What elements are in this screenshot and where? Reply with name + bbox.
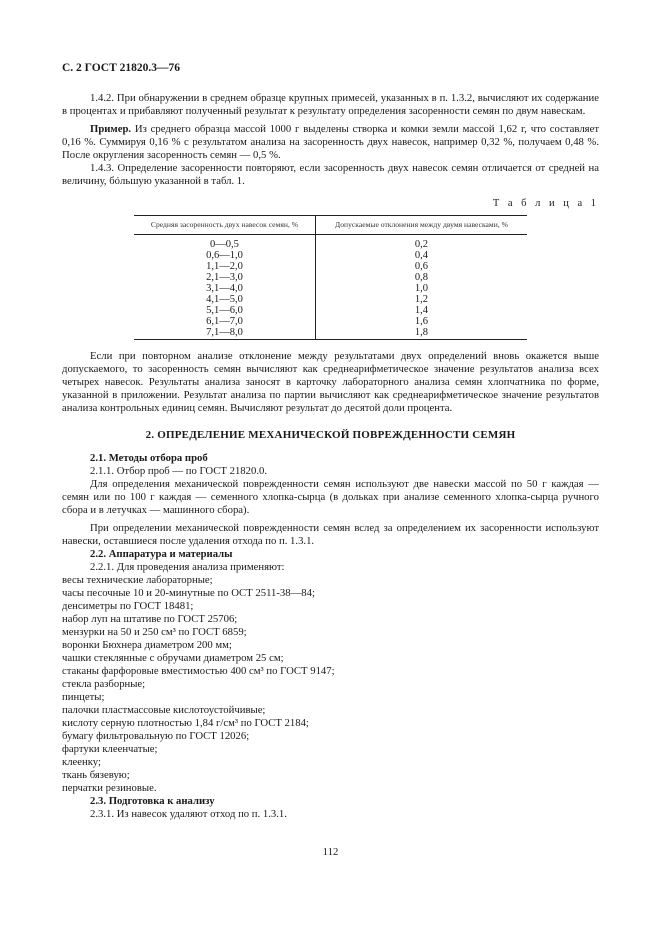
deviation-table xyxy=(134,215,527,340)
table-row xyxy=(134,250,527,261)
list-item: бумагу фильтровальную по ГОСТ 12026; xyxy=(62,730,250,742)
table-row xyxy=(134,327,527,340)
equipment-list xyxy=(62,574,599,795)
table-cell: 5,1—6,0 xyxy=(134,305,315,316)
table-row xyxy=(134,261,527,272)
list-item: мензурки на 50 и 250 см³ по ГОСТ 6859; xyxy=(62,626,247,638)
list-item: чашки стеклянные с обручами диаметром 25 см; xyxy=(62,652,284,664)
list-item: пинцеты; xyxy=(62,691,105,703)
table-cell: 1,8 xyxy=(315,327,527,340)
list-item: клеенку; xyxy=(62,756,101,768)
table-cell: 7,1—8,0 xyxy=(134,327,315,340)
example-label: Пример. xyxy=(90,123,132,135)
table-cell: 0,4 xyxy=(414,250,429,261)
table-cell: 0—0,5 xyxy=(134,235,315,251)
subsection-2-1-title: 2.1. Методы отбора проб xyxy=(90,452,208,464)
table-row xyxy=(134,235,527,251)
list-item: палочки пластмассовые кислотоустойчивые; xyxy=(62,704,266,716)
table-cell: 2,1—3,0 xyxy=(134,272,315,283)
paragraph-2-1-1: 2.1.1. Отбор проб — по ГОСТ 21820.0. xyxy=(90,465,268,477)
table-row xyxy=(134,294,527,305)
table-cell: 4,1—5,0 xyxy=(134,294,315,305)
paragraph-1-4-2: 1.4.2. При обнаружении в среднем образце крупных примесей, указанных в п. 1.3.2, вычисляют их содержание в процентах и прибавляют полученный результат к результату определения засоренности семян по двум навескам. xyxy=(62,92,599,117)
list-item: перчатки резиновые. xyxy=(62,782,157,794)
example-text: Из среднего образца массой 1000 г выделены створка и комки земли массой 1,62 г, что составляет 0,16 %. Суммируя 0,16 % с результатом анализа на засоренность двух навесок, например 0,32 %, получаем 0,48 %. После округления засоренность семян — 0,5 %. xyxy=(62,123,599,161)
table-row xyxy=(134,283,527,294)
table-cell: 3,1—4,0 xyxy=(134,283,315,294)
list-item: воронки Бюхнера диаметром 200 мм; xyxy=(62,639,232,651)
table-row xyxy=(134,272,527,283)
paragraph-2-2-1: 2.2.1. Для проведения анализа применяют: xyxy=(90,561,285,573)
table-cell: 0,6—1,0 xyxy=(134,250,315,261)
page-number: 112 xyxy=(322,846,339,858)
list-item: стаканы фарфоровые вместимостью 400 см³ по ГОСТ 9147; xyxy=(62,665,335,677)
list-item: фартуки клеенчатые; xyxy=(62,743,158,755)
table-row xyxy=(134,316,527,327)
subsection-2-2-title: 2.2. Аппаратура и материалы xyxy=(90,548,233,560)
list-item: ткань бязевую; xyxy=(62,769,130,781)
list-item: часы песочные 10 и 20-минутные по ОСТ 2511-38—84; xyxy=(62,587,315,599)
section-2-title: 2. ОПРЕДЕЛЕНИЕ МЕХАНИЧЕСКОЙ ПОВРЕЖДЕННОСТИ СЕМЯН xyxy=(145,429,516,441)
table-cell: 1,4 xyxy=(414,305,429,316)
table-cell: 0,8 xyxy=(414,272,429,283)
table-caption: Т а б л и ц а 1 xyxy=(492,198,599,209)
table-cell: 6,1—7,0 xyxy=(134,316,315,327)
table-col1-header: Средняя засоренность двух навесок семян, % xyxy=(134,216,315,235)
list-item: денсиметры по ГОСТ 18481; xyxy=(62,600,194,612)
table-cell: 1,0 xyxy=(414,283,429,294)
table-row xyxy=(134,305,527,316)
table-cell: 0,2 xyxy=(414,239,429,250)
example-paragraph xyxy=(62,123,599,162)
table-cell: 1,1—2,0 xyxy=(134,261,315,272)
paragraph-after-table: Если при повторном анализе отклонение между результатами двух определений вновь окажется выше допускаемого, то засоренность семян вычисляют как среднеарифметическое значение результатов анализа всех четырех навесок. Результаты анализа заносят в карточку лабораторного анализа семян хлопчатника по форме, указанной в приложении. Результат анализа по партии вычисляют как среднеарифметическое значение результатов анализа контрольных единиц семян. Вычисляют результат до десятой доли процента. xyxy=(62,350,599,414)
paragraph-2-1-a: Для определения механической поврежденности семян используют две навески массой по 50 г каждая — семян или по 100 г каждая — семенного хлопка-сырца (в дольках при анализе семенного хлопка-сырца ручного сбора и в летучках — машинного сбора). xyxy=(62,478,599,516)
paragraph-1-4-3: 1.4.3. Определение засоренности повторяют, если засоренность двух навесок семян отличается от средней на величину, бóльшую указанной в табл. 1. xyxy=(62,162,599,187)
list-item: весы технические лабораторные; xyxy=(62,574,213,586)
table-cell: 0,6 xyxy=(414,261,429,272)
list-item: набор луп на штативе по ГОСТ 25706; xyxy=(62,613,238,625)
table-col2-header: Допускаемые отклонения между двумя навесками, % xyxy=(315,216,527,235)
paragraph-2-1-b: При определении механической поврежденности семян вслед за определением их засоренности используют навески, оставшиеся после удаления отхода по п. 1.3.1. xyxy=(62,522,599,547)
list-item: кислоту серную плотностью 1,84 г/см³ по ГОСТ 2184; xyxy=(62,717,309,729)
list-item: стекла разборные; xyxy=(62,678,146,690)
table-cell: 1,2 xyxy=(414,294,429,305)
paragraph-2-3-1: 2.3.1. Из навесок удаляют отход по п. 1.3.1. xyxy=(90,808,287,820)
page-header: С. 2 ГОСТ 21820.3—76 xyxy=(62,62,181,74)
subsection-2-3-title: 2.3. Подготовка к анализу xyxy=(90,795,215,807)
table-cell: 1,6 xyxy=(414,316,429,327)
table-header-row xyxy=(134,216,527,235)
